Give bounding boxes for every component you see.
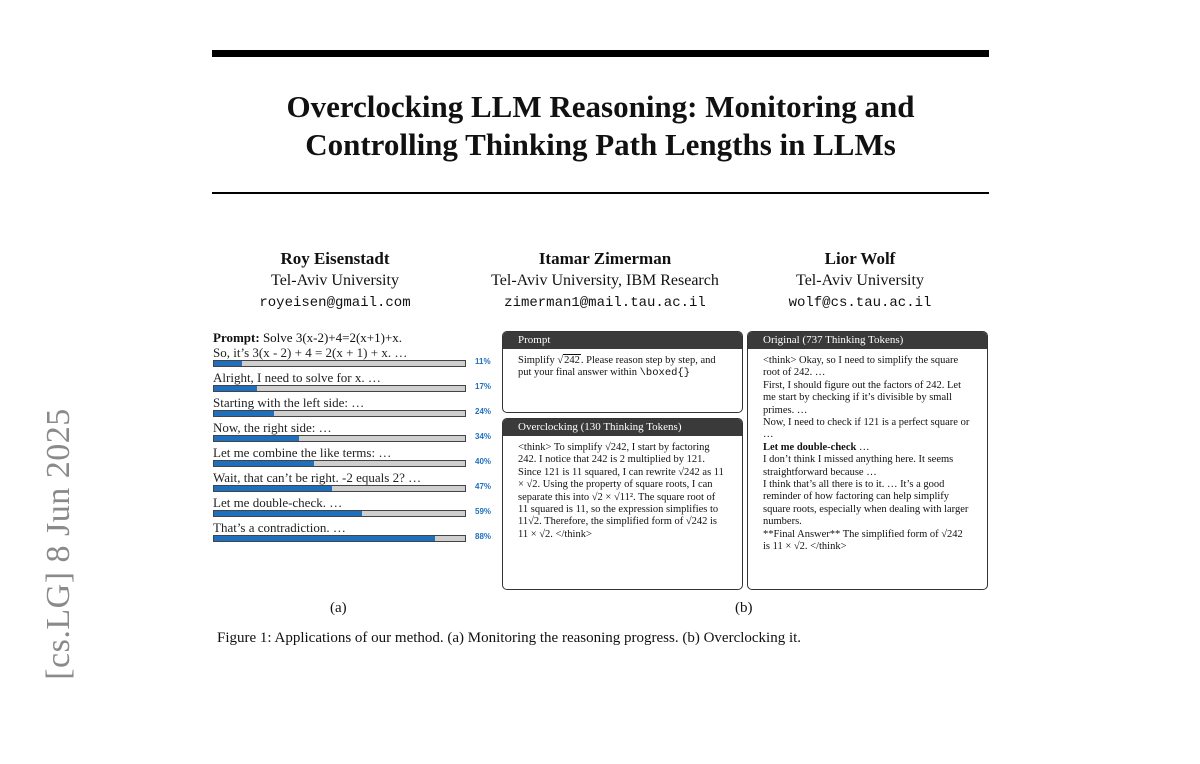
step-row (213, 420, 503, 445)
author-name: Lior Wolf (824, 249, 896, 268)
double-check-suffix: … (856, 441, 870, 453)
progress-bar (213, 410, 466, 417)
arxiv-stamp-text: [cs.LG] 8 Jun 2025 (40, 408, 77, 680)
original-line: Now, I need to check if 121 is a perfect square or … (763, 417, 970, 441)
progress-bar-fill (214, 536, 435, 541)
original-line: I don’t think I missed anything here. It seems straightforward because … (763, 454, 954, 478)
progress-percent: 11% (475, 357, 491, 366)
progress-bar (213, 435, 466, 442)
progress-percent: 24% (475, 407, 492, 416)
progress-bar-fill (214, 361, 242, 366)
original-line: I think that’s all there is to it. … It’s a good reminder of how factoring can help simplify square roots, especially when dealing with larger numbers. (763, 479, 969, 528)
step-text: Let me combine the like terms: … (213, 445, 392, 460)
progress-bar-fill (214, 511, 362, 516)
author-block (230, 248, 440, 314)
figure-caption: Figure 1: Applications of our method. (a) Monitoring the reasoning progress. (b) Overclocking it. (217, 630, 802, 646)
author-name: Itamar Zimerman (538, 249, 672, 268)
subfigure-caption-b: (b) (735, 600, 753, 616)
author-email[interactable]: royeisen@gmail.com (259, 295, 411, 311)
original-box-body (748, 349, 987, 560)
progress-bar (213, 510, 466, 517)
original-highlight-line (763, 442, 972, 454)
step-row (213, 495, 503, 520)
original-box (747, 331, 988, 590)
subfigure-caption-a: (a) (330, 600, 347, 616)
step-text: Alright, I need to solve for x. … (213, 370, 381, 385)
author-affiliation: Tel-Aviv University (796, 272, 924, 289)
title-line-1: Overclocking LLM Reasoning: Monitoring and (286, 89, 915, 124)
title-bottom-rule (212, 192, 989, 194)
original-box-header: Original (737 Thinking Tokens) (748, 332, 987, 349)
progress-bar (213, 360, 466, 367)
prompt-box (502, 331, 743, 413)
author-affiliation: Tel-Aviv University, IBM Research (491, 272, 719, 289)
step-row (213, 470, 503, 495)
paper-title (212, 88, 989, 164)
step-text: Wait, that can’t be right. -2 equals 2? … (213, 470, 422, 485)
top-rule (212, 50, 989, 57)
progress-bar (213, 535, 466, 542)
prompt-boxed: \boxed{} (639, 367, 691, 380)
progress-percent: 47% (475, 482, 492, 491)
step-row (213, 445, 503, 470)
author-email[interactable]: wolf@cs.tau.ac.il (788, 295, 932, 311)
progress-percent: 88% (475, 532, 492, 541)
step-row (213, 520, 503, 545)
step-text: That’s a contradiction. … (213, 520, 346, 535)
progress-percent: 59% (475, 507, 492, 516)
panel-a-prompt (213, 330, 503, 345)
step-row (213, 370, 503, 395)
progress-bar-fill (214, 411, 274, 416)
step-text: Now, the right side: … (213, 420, 332, 435)
author-block (465, 248, 745, 314)
progress-bar-fill (214, 436, 299, 441)
prompt-label: Prompt: (213, 330, 260, 345)
step-text: Starting with the left side: … (213, 395, 365, 410)
step-text: Let me double-check. … (213, 495, 343, 510)
original-line: **Final Answer** The simplified form of √242 is 11 × √2. </think> (763, 528, 963, 553)
title-line-2: Controlling Thinking Path Lengths in LLMs (305, 127, 896, 162)
overclocking-box-header: Overclocking (130 Thinking Tokens) (503, 419, 742, 436)
progress-bar-fill (214, 386, 257, 391)
panel-a-progress-monitor (213, 330, 503, 545)
double-check-phrase: Let me double-check (763, 441, 857, 453)
author-name: Roy Eisenstadt (280, 249, 390, 268)
progress-bar (213, 385, 466, 392)
progress-bar (213, 460, 466, 467)
progress-percent: 40% (475, 457, 492, 466)
step-list (213, 345, 503, 545)
overclocking-box-body: <think> To simplify √242, I start by factoring 242. I notice that 242 is 2 multiplied by 121. Since 121 is 11 squared, I can rewrite √242 as 11 × √2. Using the property of square roots, I can separate this into √2 × √11². The square root of 11 squared is 11, so the expression simplifies to 11√2. Therefore, the simplified form of √242 is 11 × √2. </think> (518, 442, 724, 540)
step-text: So, it’s 3(x - 2) + 4 = 2(x + 1) + x. … (213, 345, 408, 360)
progress-bar-fill (214, 461, 314, 466)
author-affiliation: Tel-Aviv University (271, 272, 399, 289)
step-row (213, 395, 503, 420)
overclocking-box (502, 418, 743, 590)
prompt-sqrt: 242 (564, 355, 580, 366)
prompt-text-1: Simplify (518, 355, 558, 366)
original-line: First, I should figure out the factors of 242. Let me start by checking if it’s divisible by small primes. … (763, 379, 962, 416)
arxiv-stamp (40, 408, 88, 680)
author-email[interactable]: zimerman1@mail.tau.ac.il (504, 295, 706, 311)
prompt-text-2: . Please reason step by step, and put your final answer within (518, 355, 716, 379)
prompt-text: Solve 3(x-2)+4=2(x+1)+x. (262, 330, 403, 345)
prompt-box-body: Simplify √242. Please reason step by step, and put your final answer within \boxed{} (518, 355, 716, 380)
progress-bar-fill (214, 486, 332, 491)
prompt-box-header: Prompt (503, 332, 742, 349)
progress-percent: 34% (475, 432, 492, 441)
step-row (213, 345, 503, 370)
progress-bar (213, 485, 466, 492)
progress-percent: 17% (475, 382, 492, 391)
author-block (755, 248, 965, 314)
original-line: <think> Okay, so I need to simplify the square root of 242. … (763, 355, 959, 379)
